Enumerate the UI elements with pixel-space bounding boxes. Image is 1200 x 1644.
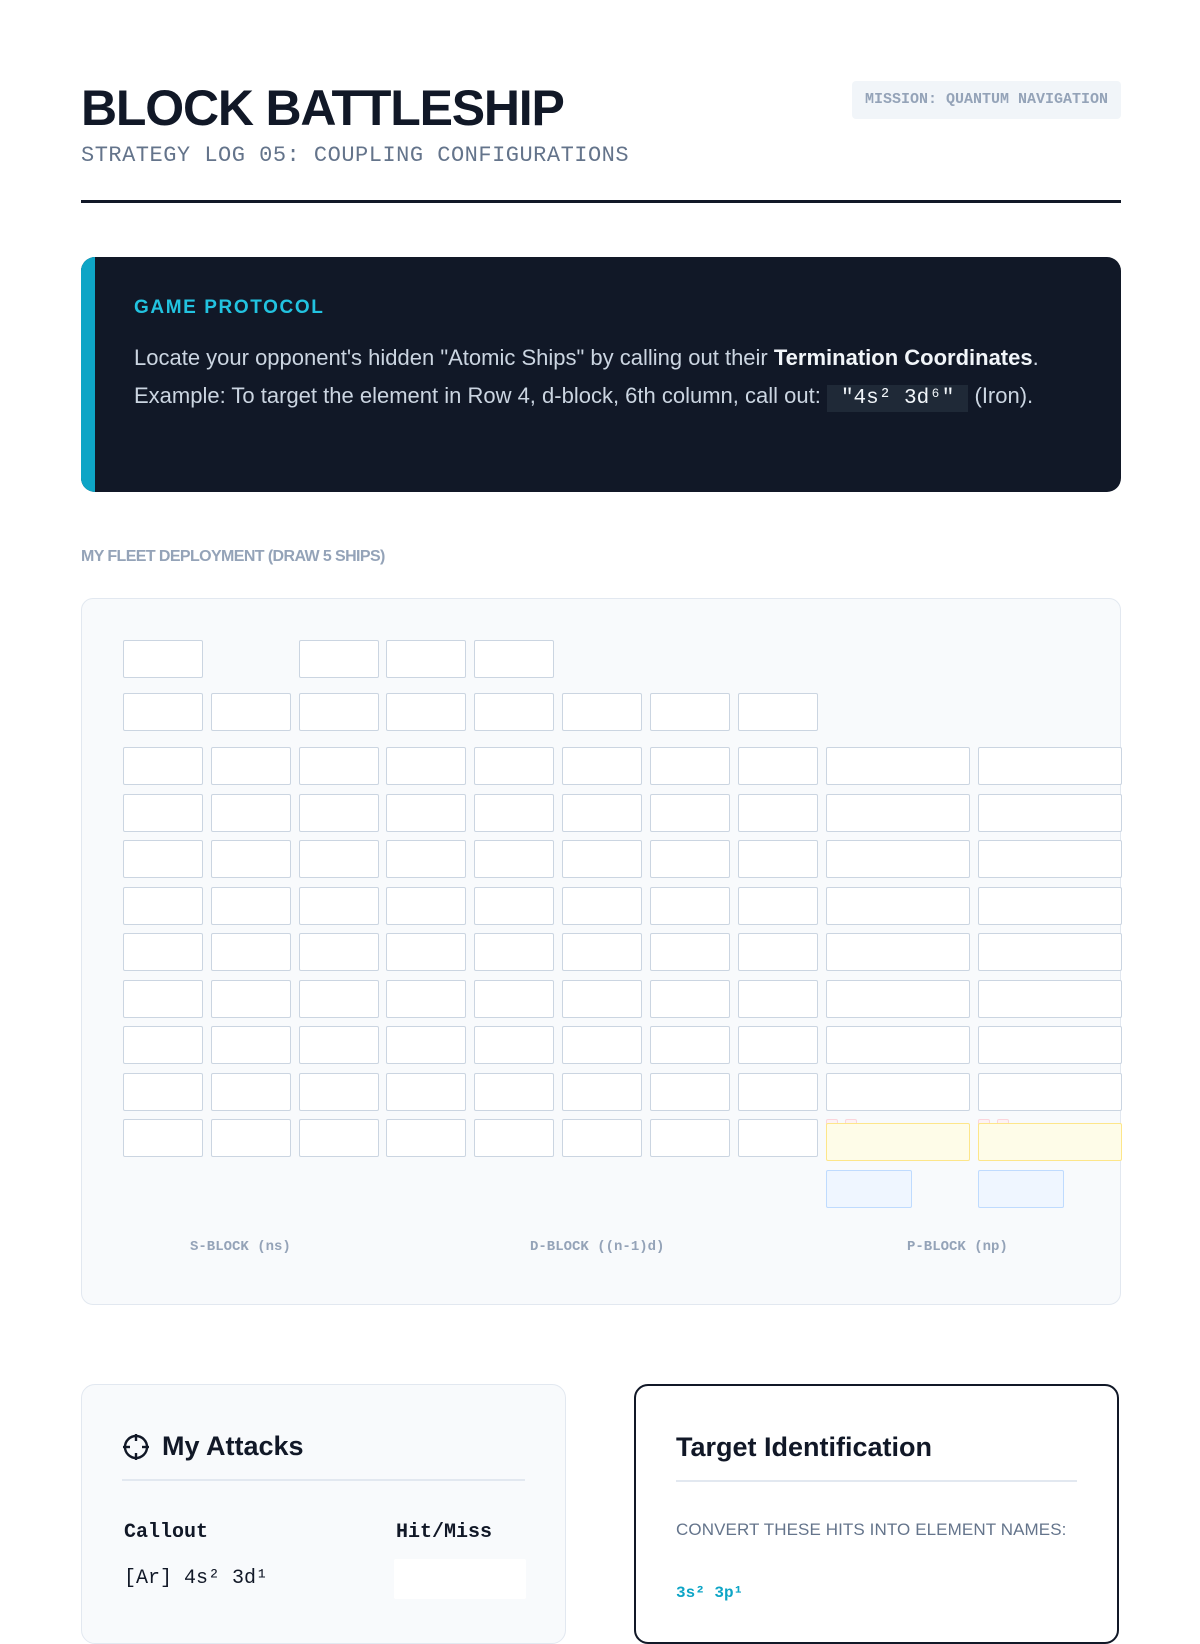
fleet-cell[interactable]	[562, 1119, 642, 1157]
target-hit: 3s² 3p¹	[676, 1584, 744, 1602]
protocol-emphasis: Termination Coordinates	[773, 345, 1033, 370]
page-subtitle: STRATEGY LOG 05: COUPLING CONFIGURATIONS	[81, 143, 630, 168]
fleet-cell[interactable]	[386, 640, 466, 678]
fleet-cell[interactable]	[562, 887, 642, 925]
fleet-cell[interactable]	[386, 1026, 466, 1064]
d-block-label: D-BLOCK ((n-1)d)	[530, 1239, 665, 1255]
attacks-heading: My Attacks	[162, 1431, 304, 1461]
fleet-cell[interactable]	[211, 1026, 291, 1064]
fleet-cell[interactable]	[738, 693, 818, 731]
fleet-cell[interactable]	[474, 1073, 554, 1111]
fleet-cell[interactable]	[299, 1073, 379, 1111]
fleet-cell[interactable]	[299, 840, 379, 878]
fleet-highlight-cell[interactable]	[978, 1170, 1064, 1208]
target-instructions: CONVERT THESE HITS INTO ELEMENT NAMES:	[676, 1520, 1067, 1539]
fleet-wide-cell[interactable]	[826, 933, 970, 971]
fleet-cell[interactable]	[738, 747, 818, 785]
fleet-wide-cell[interactable]	[978, 840, 1122, 878]
fleet-cell[interactable]	[562, 1073, 642, 1111]
hitmiss-column-header: Hit/Miss	[396, 1521, 493, 1544]
fleet-highlight-cell[interactable]	[826, 1123, 970, 1161]
fleet-cell[interactable]	[299, 1119, 379, 1157]
fleet-cell[interactable]	[562, 1026, 642, 1064]
fleet-cell[interactable]	[386, 980, 466, 1018]
fleet-cell[interactable]	[299, 794, 379, 832]
header-divider	[81, 200, 1121, 203]
fleet-wide-cell[interactable]	[978, 887, 1122, 925]
fleet-cell[interactable]	[123, 1119, 203, 1157]
fleet-cell[interactable]	[211, 980, 291, 1018]
fleet-cell[interactable]	[386, 933, 466, 971]
fleet-cell[interactable]	[211, 794, 291, 832]
fleet-cell[interactable]	[123, 1026, 203, 1064]
fleet-cell[interactable]	[650, 980, 730, 1018]
fleet-cell[interactable]	[211, 693, 291, 731]
fleet-wide-cell[interactable]	[826, 1073, 970, 1111]
fleet-wide-cell[interactable]	[978, 980, 1122, 1018]
fleet-cell[interactable]	[299, 980, 379, 1018]
fleet-cell[interactable]	[299, 693, 379, 731]
fleet-cell[interactable]	[650, 887, 730, 925]
s-block-label: S-BLOCK (ns)	[190, 1239, 291, 1255]
fleet-cell[interactable]	[123, 640, 203, 678]
fleet-section-label: MY FLEET DEPLOYMENT (DRAW 5 SHIPS)	[81, 548, 385, 565]
fleet-wide-cell[interactable]	[978, 1073, 1122, 1111]
fleet-cell[interactable]	[123, 1073, 203, 1111]
game-protocol-panel	[81, 257, 1121, 492]
fleet-cell[interactable]	[386, 840, 466, 878]
fleet-wide-cell[interactable]	[826, 1026, 970, 1064]
fleet-cell[interactable]	[562, 840, 642, 878]
fleet-cell[interactable]	[299, 747, 379, 785]
fleet-cell[interactable]	[123, 747, 203, 785]
fleet-cell[interactable]	[650, 693, 730, 731]
crosshair-icon	[122, 1433, 150, 1461]
fleet-cell[interactable]	[650, 1119, 730, 1157]
protocol-accent-bar	[81, 257, 95, 492]
page-title: BLOCK BATTLESHIP	[81, 80, 564, 136]
fleet-cell[interactable]	[474, 1119, 554, 1157]
fleet-wide-cell[interactable]	[826, 840, 970, 878]
fleet-wide-cell[interactable]	[978, 1026, 1122, 1064]
target-heading: Target Identification	[676, 1432, 933, 1462]
fleet-cell[interactable]	[386, 747, 466, 785]
fleet-cell[interactable]	[738, 1119, 818, 1157]
protocol-title: GAME PROTOCOL	[134, 297, 325, 318]
fleet-cell[interactable]	[211, 887, 291, 925]
fleet-cell[interactable]	[650, 794, 730, 832]
fleet-cell[interactable]	[474, 887, 554, 925]
target-identification-card	[634, 1384, 1119, 1644]
fleet-cell[interactable]	[123, 840, 203, 878]
fleet-cell[interactable]	[562, 933, 642, 971]
fleet-cell[interactable]	[474, 840, 554, 878]
fleet-cell[interactable]	[562, 693, 642, 731]
fleet-cell[interactable]	[474, 933, 554, 971]
protocol-code-example: "4s² 3d⁶"	[827, 385, 968, 412]
fleet-cell[interactable]	[299, 933, 379, 971]
fleet-cell[interactable]	[650, 1026, 730, 1064]
fleet-cell[interactable]	[211, 840, 291, 878]
hit-miss-input[interactable]	[394, 1559, 526, 1599]
protocol-text-part: (Iron).	[968, 383, 1034, 408]
attacks-divider	[122, 1479, 525, 1481]
fleet-cell[interactable]	[474, 794, 554, 832]
fleet-cell[interactable]	[738, 1073, 818, 1111]
fleet-cell[interactable]	[650, 1073, 730, 1111]
fleet-cell[interactable]	[386, 794, 466, 832]
fleet-grid	[81, 598, 1121, 1305]
fleet-cell[interactable]	[123, 693, 203, 731]
fleet-cell[interactable]	[562, 794, 642, 832]
fleet-cell[interactable]	[211, 1073, 291, 1111]
fleet-wide-cell[interactable]	[826, 794, 970, 832]
target-divider	[676, 1480, 1077, 1482]
protocol-text	[134, 339, 1073, 418]
protocol-text-part: . Example: To target the element in Row 4, d-block, 6th column, call out:	[134, 345, 1039, 408]
fleet-cell[interactable]	[299, 640, 379, 678]
fleet-wide-cell[interactable]	[978, 747, 1122, 785]
fleet-cell[interactable]	[299, 1026, 379, 1064]
protocol-text-part: Locate your opponent's hidden "Atomic Ships" by calling out their	[134, 345, 774, 370]
fleet-wide-cell[interactable]	[978, 933, 1122, 971]
fleet-cell[interactable]	[474, 980, 554, 1018]
fleet-cell[interactable]	[299, 887, 379, 925]
fleet-wide-cell[interactable]	[826, 980, 970, 1018]
p-block-label: P-BLOCK (np)	[907, 1239, 1008, 1255]
fleet-cell[interactable]	[738, 1026, 818, 1064]
fleet-cell[interactable]	[562, 980, 642, 1018]
fleet-cell[interactable]	[474, 747, 554, 785]
fleet-cell[interactable]	[738, 794, 818, 832]
attack-callout: [Ar] 4s² 3d¹	[124, 1567, 269, 1590]
fleet-highlight-cell[interactable]	[978, 1123, 1122, 1161]
fleet-cell[interactable]	[123, 887, 203, 925]
fleet-cell[interactable]	[386, 1073, 466, 1111]
fleet-cell[interactable]	[474, 640, 554, 678]
fleet-cell[interactable]	[738, 980, 818, 1018]
fleet-cell[interactable]	[123, 933, 203, 971]
fleet-cell[interactable]	[474, 1026, 554, 1064]
fleet-cell[interactable]	[738, 933, 818, 971]
fleet-cell[interactable]	[211, 933, 291, 971]
fleet-cell[interactable]	[650, 747, 730, 785]
callout-column-header: Callout	[124, 1521, 209, 1544]
fleet-cell[interactable]	[211, 1119, 291, 1157]
fleet-cell[interactable]	[474, 693, 554, 731]
fleet-cell[interactable]	[738, 887, 818, 925]
fleet-cell[interactable]	[650, 840, 730, 878]
fleet-wide-cell[interactable]	[978, 794, 1122, 832]
fleet-cell[interactable]	[650, 933, 730, 971]
fleet-cell[interactable]	[738, 840, 818, 878]
fleet-highlight-cell[interactable]	[826, 1170, 912, 1208]
fleet-cell[interactable]	[386, 1119, 466, 1157]
fleet-cell[interactable]	[386, 693, 466, 731]
fleet-cell[interactable]	[386, 887, 466, 925]
fleet-cell[interactable]	[211, 747, 291, 785]
fleet-wide-cell[interactable]	[826, 887, 970, 925]
fleet-wide-cell[interactable]	[826, 747, 970, 785]
my-attacks-card	[81, 1384, 566, 1644]
fleet-cell[interactable]	[123, 794, 203, 832]
fleet-cell[interactable]	[562, 747, 642, 785]
fleet-cell[interactable]	[123, 980, 203, 1018]
mission-badge: MISSION: QUANTUM NAVIGATION	[852, 81, 1121, 119]
